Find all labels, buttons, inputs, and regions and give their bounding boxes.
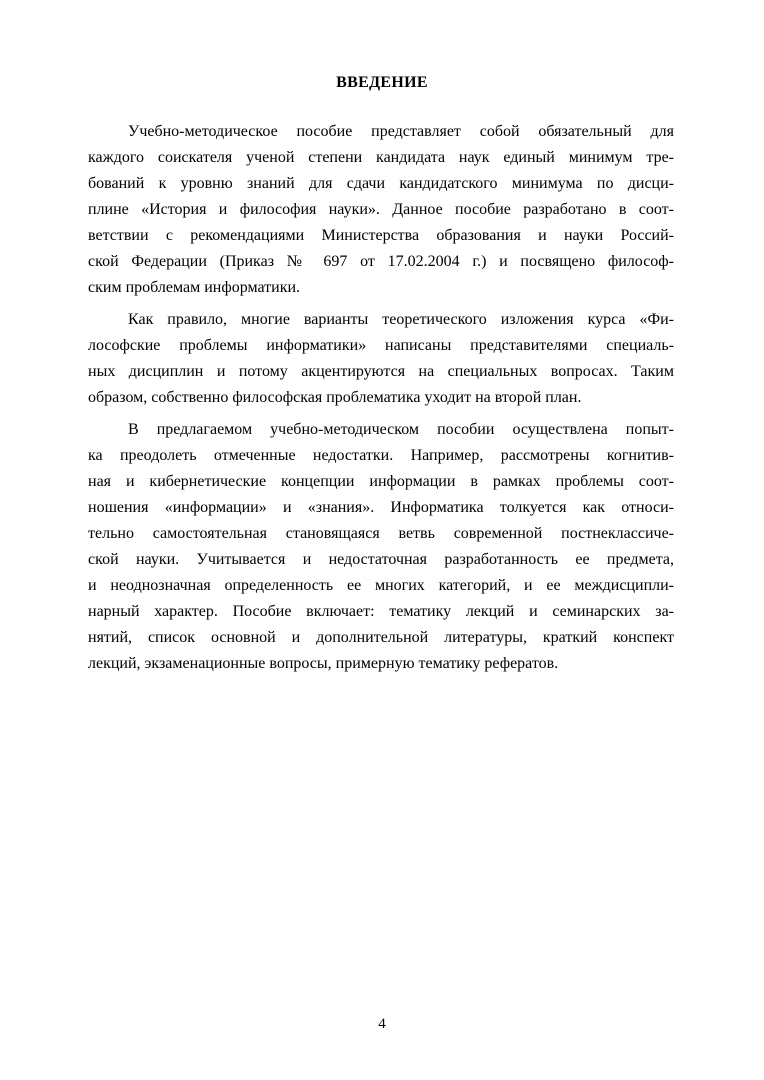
text-line: В предлагаемом учебно-методическом пособии осуществлена попыт- xyxy=(128,421,674,438)
paragraph-3 xyxy=(88,417,674,677)
text-line: плине «История и философия науки». Данное пособие разработано в соот- xyxy=(88,201,674,218)
text-line: каждого соискателя ученой степени кандидата наук единый минимум тре- xyxy=(88,149,674,166)
text-line: ношения «информации» и «знания». Информатика толкуется как относи- xyxy=(88,499,674,516)
text-line: лекций, экзаменационные вопросы, примерную тематику рефератов. xyxy=(88,655,559,672)
text-line: лософские проблемы информатики» написаны представителями специаль- xyxy=(88,337,674,354)
page-title: ВВЕДЕНИЕ xyxy=(336,74,428,91)
text-line: ка преодолеть отмеченные недостатки. Например, рассмотрены когнитив- xyxy=(88,447,674,464)
text-line: образом, собственно философская проблематика уходит на второй план. xyxy=(88,389,582,406)
text-line: бований к уровню знаний для сдачи кандидатского минимума по дисци- xyxy=(88,175,674,192)
text-line: ветствии с рекомендациями Министерства образования и науки Россий- xyxy=(88,227,674,244)
text-line: Как правило, многие варианты теоретического изложения курса «Фи- xyxy=(128,311,674,328)
text-line: нятий, список основной и дополнительной литературы, краткий конспект xyxy=(88,629,674,646)
page-number: 4 xyxy=(378,1016,386,1032)
text-line: ная и кибернетические концепции информации в рамках проблемы соот- xyxy=(88,473,674,490)
text-line: и неоднозначная определенность ее многих категорий, и ее междисципли- xyxy=(88,577,674,594)
text-line: ской Федерации (Приказ № 697 от 17.02.2004 г.) и посвящено философ- xyxy=(88,253,674,270)
text-line: Учебно-методическое пособие представляет собой обязательный для xyxy=(128,123,674,140)
paragraph-2 xyxy=(88,307,674,411)
paragraph-1 xyxy=(88,119,674,301)
text-line: ных дисциплин и потому акцентируются на специальных вопросах. Таким xyxy=(88,363,674,380)
text-line: ским проблемам информатики. xyxy=(88,279,301,296)
text-line: ской науки. Учитывается и недостаточная разработанность ее предмета, xyxy=(88,551,674,568)
text-line: тельно самостоятельная становящаяся ветвь современной постнеклассиче- xyxy=(88,525,674,542)
body-text xyxy=(88,119,674,683)
text-line: нарный характер. Пособие включает: тематику лекций и семинарских за- xyxy=(88,603,674,620)
